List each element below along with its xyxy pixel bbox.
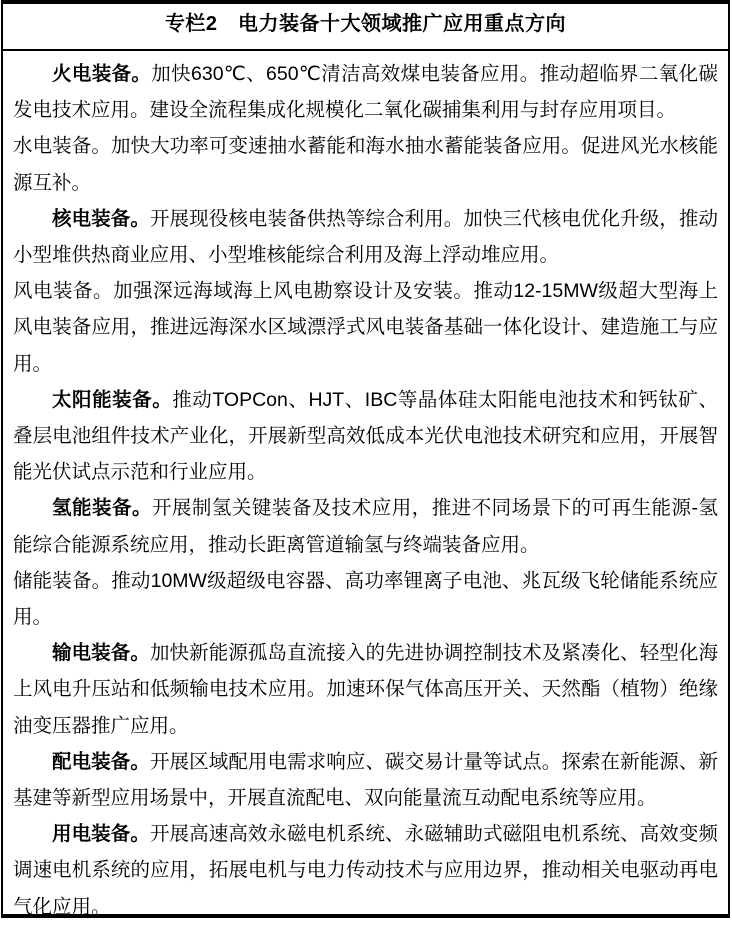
paragraph-energy-storage [13,563,718,635]
paragraph-wind-power [13,273,718,382]
paragraph-text-nuclear-power: 开展现役核电装备供热等综合利用。加快三代核电优化升级，推动小型堆供热商业应用、小型堆核能综合利用及海上浮动堆应用。 [13,207,718,267]
paragraph-solar-power [13,382,718,491]
panel-title-row [3,4,728,51]
paragraph-distribution [13,744,718,816]
paragraph-text-power-consumption: 开展高速高效永磁电机系统、永磁辅助式磁阻电机系统、高效变频调速电机系统的应用，拓展电机与电力传动技术与应用边界，推动相关电驱动再电气化应用。 [13,823,718,918]
paragraph-head-energy-storage: 储能装备。 [13,569,112,592]
paragraph-text-distribution: 开展区域配用电需求响应、碳交易计量等试点。探索在新能源、新基建等新型应用场景中，开展直流配电、双向能量流互动配电系统等应用。 [13,750,718,810]
paragraph-text-thermal-power: 加快630℃、650℃清洁高效煤电装备应用。推动超临界二氧化碳发电技术应用。建设全流程集成化规模化二氧化碳捕集利用与封存应用项目。 [13,63,718,122]
panel-body [3,51,728,925]
paragraph-text-hydrogen: 开展制氢关键装备及技术应用，推进不同场景下的可再生能源-氢能综合能源系统应用，推动长距离管道输氢与终端装备应用。 [13,497,718,556]
paragraph-head-distribution: 配电装备。 [52,750,150,773]
paragraph-head-power-consumption: 用电装备。 [52,823,150,846]
paragraph-text-transmission: 加快新能源孤岛直流接入的先进协调控制技术及紧凑化、轻型化海上风电升压站和低频输电技术应用。加速环保气体高压开关、天然酯（植物）绝缘油变压器推广应用。 [13,642,718,737]
paragraph-transmission [13,635,718,744]
paragraph-head-thermal-power: 火电装备。 [52,63,152,85]
paragraph-text-wind-power: 加强深远海域海上风电勘察设计及安装。推动12-15MW级超大型海上风电装备应用，推进远海深水区域漂浮式风电装备基础一体化设计、建造施工与应用。 [13,280,718,375]
paragraph-thermal-power [13,56,718,128]
paragraph-text-hydro-power: 加快大功率可变速抽水蓄能和海水抽水蓄能装备应用。促进风光水核能源互补。 [13,135,718,194]
paragraph-head-wind-power: 风电装备。 [13,280,114,303]
panel-title: 专栏2 电力装备十大领域推广应用重点方向 [164,13,567,35]
paragraph-nuclear-power [13,201,718,273]
paragraph-hydro-power [13,128,718,200]
paragraph-power-consumption [13,816,718,925]
paragraph-head-transmission: 输电装备。 [52,642,150,665]
paragraph-head-hydrogen: 氢能装备。 [52,497,152,520]
column-panel [1,0,730,918]
paragraph-text-energy-storage: 推动10MW级超级电容器、高功率锂离子电池、兆瓦级飞轮储能系统应用。 [13,569,718,629]
paragraph-head-nuclear-power: 核电装备。 [52,207,150,230]
paragraph-text-solar-power: 推动TOPCon、HJT、IBC等晶体硅太阳能电池技术和钙钛矿、叠层电池组件技术产业化，开展新型高效低成本光伏电池技术研究和应用，开展智能光伏试点示范和行业应用。 [13,388,718,484]
paragraph-head-solar-power: 太阳能装备。 [52,388,173,411]
paragraph-hydrogen [13,490,718,562]
paragraph-head-hydro-power: 水电装备。 [13,135,111,158]
